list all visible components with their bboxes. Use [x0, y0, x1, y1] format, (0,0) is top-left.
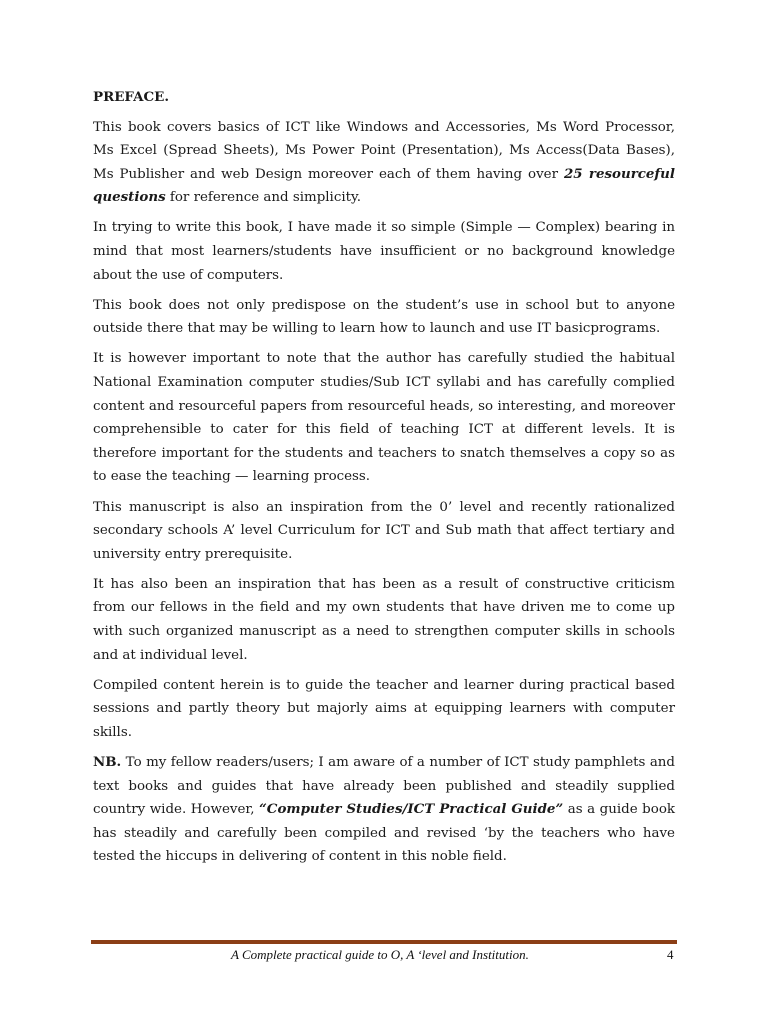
paragraph-7: Compiled content herein is to guide the teacher and learner during practical based sessions and partly theory but majorly aims at equipping learners with computer skills.: [93, 677, 675, 740]
footer-title: A Complete practical guide to O, A ‘level and Institution.: [231, 947, 529, 962]
paragraph-5: This manuscript is also an inspiration from the 0’ level and recently rationalized secondary schools A’ level Curriculum for ICT and Sub math that affect tertiary and university entry prerequisite.: [93, 499, 675, 562]
paragraph-1-text-a: This book covers basics of ICT like Windows and Accessories, Ms Word Processor, Ms Excel (Spread Sheets), Ms Power Point (Presentation), Ms Access(Data Bases), Ms Publisher and web Design moreover each of them having over: [93, 119, 675, 182]
nb-text-b: as a guide book has steadily and carefully been compiled and revised ‘by the teachers who have tested the hiccups in delivering of content in this noble field.: [93, 802, 675, 865]
paragraph-2: In trying to write this book, I have made it so simple (Simple — Complex) bearing in mind that most learners/students have insufficient or no background knowledge about the use of computers.: [93, 220, 675, 283]
page-number: 4: [667, 947, 674, 962]
preface-heading: PREFACE.: [93, 89, 170, 105]
paragraph-1: [93, 116, 675, 210]
footer-divider: [91, 940, 677, 944]
page-body: [93, 86, 675, 875]
nb-book-title: “Computer Studies/ICT Practical Guide”: [259, 801, 564, 818]
paragraph-4: It is however important to note that the author has carefully studied the habitual National Examination computer studies/Sub ICT syllabi and has carefully complied content and resourceful papers from resourceful heads, so interesting, and moreover comprehensible to cater for this field of teaching ICT at different levels. It is therefore important for the students and teachers to snatch themselves a copy so as to ease the teaching — learning process.: [93, 351, 675, 485]
nb-text-a: To my fellow readers/users; I am aware of a number of ICT study pamphlets and text books and guides that have already been published and steadily supplied country wide. However,: [93, 754, 675, 818]
paragraph-nb: [93, 751, 675, 869]
paragraph-1-emphasis: 25 resourceful questions: [93, 165, 676, 206]
paragraph-3: This book does not only predispose on the student’s use in school but to anyone outside there that may be willing to learn how to launch and use IT basicprograms.: [93, 297, 675, 337]
nb-label: NB.: [93, 753, 122, 770]
paragraph-6: It has also been an inspiration that has been as a result of constructive criticism from our fellows in the field and my own students that have driven me to come up with such organized manuscript as a need to strengthen computer skills in schools and at individual level.: [93, 576, 675, 663]
paragraph-1-text-b: for reference and simplicity.: [165, 190, 362, 206]
